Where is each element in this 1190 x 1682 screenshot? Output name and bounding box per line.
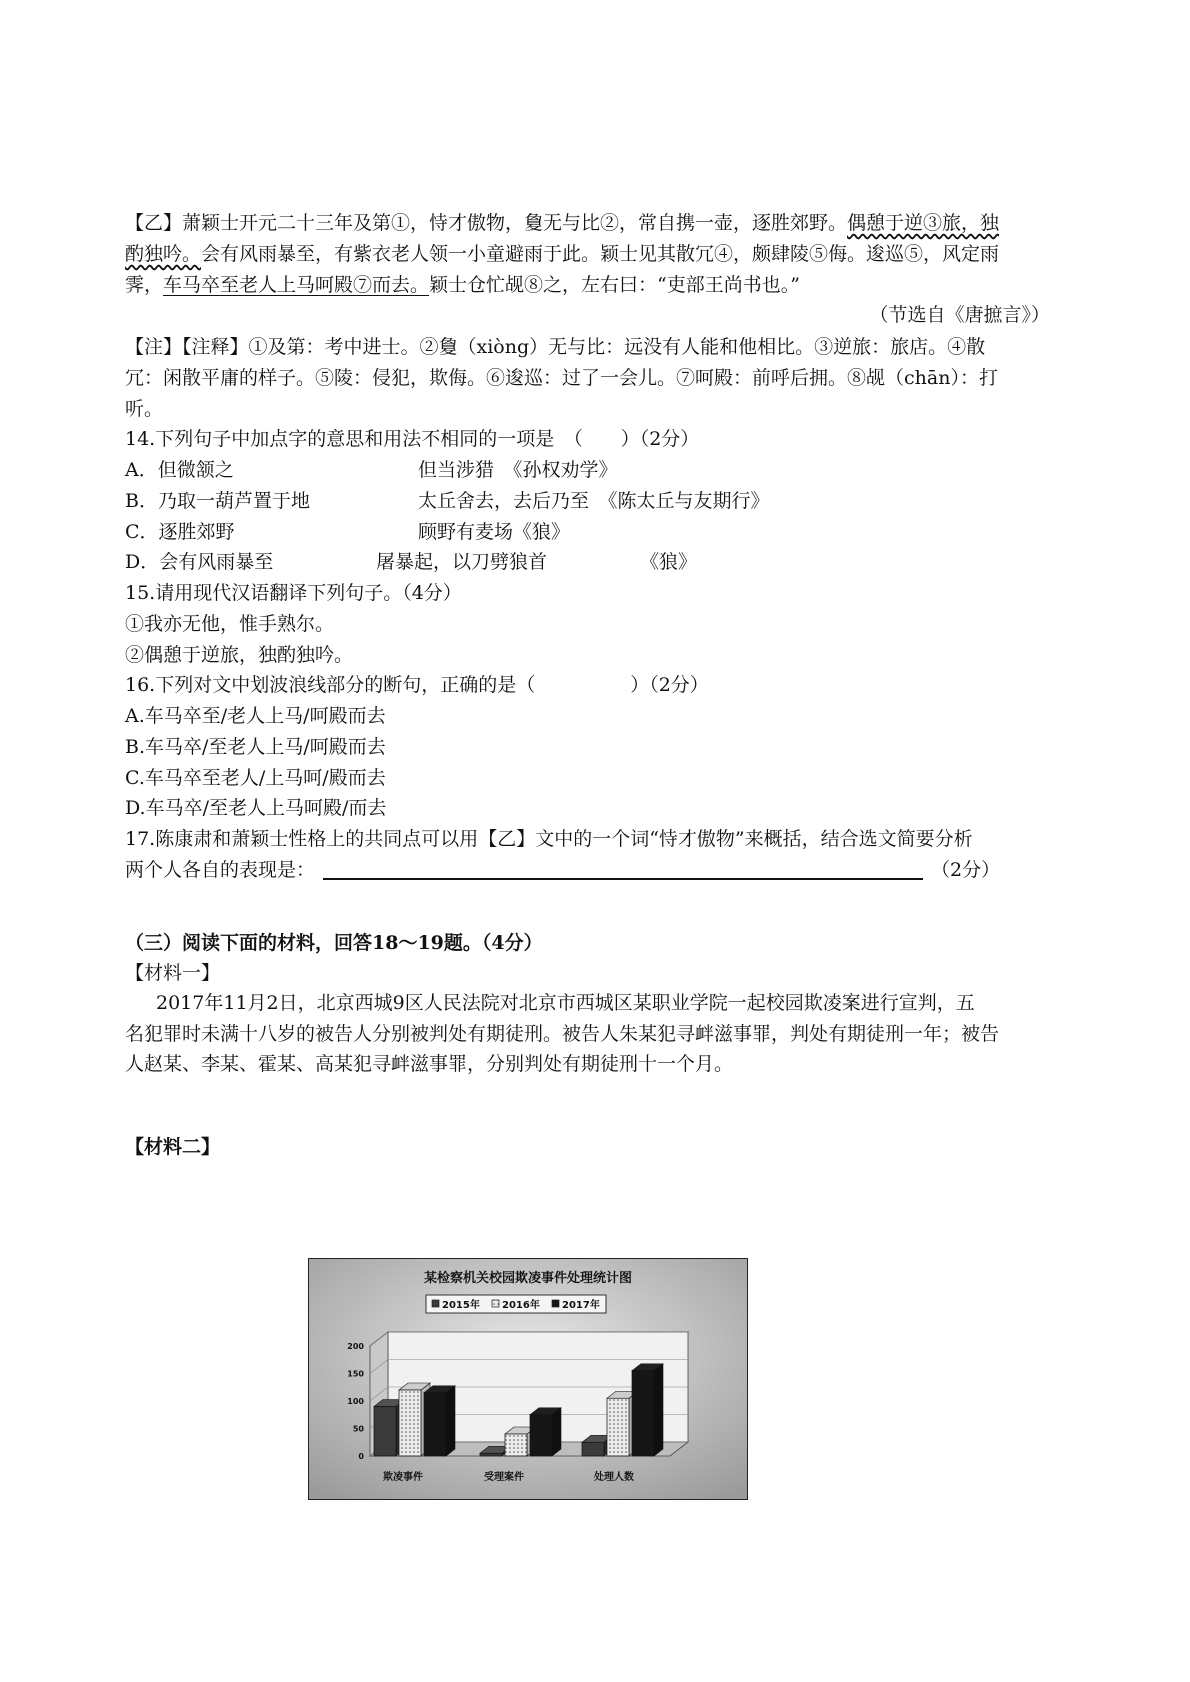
bar (374, 1407, 396, 1457)
chart-x-labels (383, 1470, 634, 1483)
legend-swatch (432, 1300, 439, 1307)
chart-y-tick-label: 150 (347, 1369, 364, 1379)
material-1-line-3: 人赵某、李某、霍某、高某犯寻衅滋事罪，分别判处有期徒刑十一个月。 (125, 1053, 734, 1075)
q14-option-a: A．但微颔之 (125, 459, 234, 481)
q16-option-b: B.车马卒/至老人上马/呵殿而去 (125, 736, 386, 758)
chart-y-tick-label: 100 (347, 1397, 364, 1406)
bar (505, 1434, 527, 1456)
passage-text: 【乙】萧颖士开元二十三年及第①，恃才傲物，敻无与比②，常自携一壶，逐胜郊野。 (125, 212, 848, 234)
q15-item-2: ②偶憩于逆旅，独酌独吟。 (125, 644, 354, 666)
bar-side (654, 1364, 663, 1456)
q14-option-b: B．乃取一葫芦置于地 (125, 490, 310, 512)
legend-label: 2015年 (442, 1300, 480, 1311)
material-1-line-2: 名犯罪时未满十八岁的被告人分别被判处有期徒刑。被告人朱某犯寻衅滋事罪，判处有期徒刑一年；被告 (125, 1023, 1000, 1045)
q16-option-d: D.车马卒/至老人上马呵殿/而去 (125, 797, 387, 819)
bar (480, 1453, 502, 1456)
notes-line-2: 冗：闲散平庸的样子。⑤陵：侵犯，欺侮。⑥逡巡：过了一会儿。⑦呵殿：前呼后拥。⑧觇（chān）：打 (125, 367, 998, 389)
q17-score: （2分） (931, 859, 1001, 881)
bar-side (552, 1408, 561, 1456)
q14-option-a-compare: 但当涉猎 《孙权劝学》 (418, 459, 618, 481)
legend-label: 2016年 (502, 1300, 540, 1311)
q14-option-b-compare: 太丘舍去，去后乃至 《陈太丘与友期行》 (418, 490, 770, 512)
bar (424, 1393, 446, 1456)
chart-legend (432, 1298, 600, 1311)
chart-y-tick-label: 200 (347, 1342, 364, 1351)
q17-prefix: 两个人各自的表现是： (125, 859, 316, 881)
q16-option-a: A.车马卒至/老人上马/呵殿而去 (125, 705, 386, 727)
chart-y-tick-label: 50 (352, 1424, 364, 1434)
bar (632, 1371, 654, 1456)
q16-option-c: C.车马卒至老人/上马呵/殿而去 (125, 767, 386, 789)
passage-text: 霁， (125, 274, 164, 296)
q14-option-d-source: 《狼》 (640, 551, 698, 573)
underlined-text: 车马卒至老人上马呵殿⑦而去。 (163, 274, 430, 296)
chart-x-label: 欺凌事件 (383, 1472, 423, 1483)
section-3-heading: （三）阅读下面的材料，回答18～19题。（4分） (125, 932, 543, 954)
chart-x-label: 处理人数 (594, 1472, 634, 1483)
question-17-stem: 17.陈康肃和萧颖士性格上的共同点可以用【乙】文中的一个词“恃才傲物”来概括，结合选文简要分析 (125, 828, 973, 850)
question-14-stem: 14.下列句子中加点字的意思和用法不相同的一项是 （ ）（2分） (125, 428, 700, 450)
passage-text: 颖士仓忙觇⑧之，左右曰：“吏部王尚书也。” (429, 274, 800, 296)
legend-swatch (552, 1300, 559, 1307)
chart-y-tick-label: 0 (358, 1452, 364, 1461)
bar (582, 1442, 604, 1456)
passage-line-1 (125, 208, 1075, 239)
q14-option-c: C．逐胜郊野 (125, 521, 235, 543)
q14-option-d-compare: 屠暴起，以刀劈狼首 (376, 551, 548, 573)
bar (399, 1390, 421, 1456)
material-2-label: 【材料二】 (125, 1136, 221, 1158)
chart-x-label: 受理案件 (484, 1472, 524, 1483)
chart-svg (308, 1258, 748, 1500)
notes-line-3: 听。 (125, 398, 164, 420)
material-1-label: 【材料一】 (125, 962, 221, 984)
notes-line-1: 【注】【注释】①及第：考中进士。②敻（xiòng）无与比：远没有人能和他相比。③逆旅：旅店。④散 (125, 336, 986, 358)
question-16-stem: 16.下列对文中划波浪线部分的断句，正确的是（ ）（2分） (125, 674, 709, 696)
passage-source: （节选自《唐摭言》） (869, 304, 1050, 326)
wavy-underlined-text: 酌独吟。 (125, 243, 202, 265)
legend-label: 2017年 (562, 1300, 600, 1311)
passage-text: 会有风雨暴至，有紫衣老人领一小童避雨于此。颖士见其散冗④，颇肆陵⑤侮。逡巡⑤，风定雨 (201, 243, 1000, 265)
bar (530, 1415, 552, 1456)
q14-option-c-compare: 顾野有麦场《狼》 (418, 521, 571, 543)
bar-side (446, 1386, 455, 1456)
chart-title: 某检察机关校园欺凌事件处理统计图 (423, 1271, 633, 1286)
wavy-underlined-text: 偶憩于逆③旅，独 (847, 212, 1000, 234)
question-15-stem: 15.请用现代汉语翻译下列句子。（4分） (125, 582, 462, 604)
q15-item-1: ①我亦无他，惟手熟尔。 (125, 613, 335, 635)
passage-line-3 (125, 270, 1075, 301)
q14-option-d: D．会有风雨暴至 (125, 551, 274, 573)
question-17-answer-row (125, 855, 1075, 886)
material-1-line-1: 2017年11月2日，北京西城9区人民法院对北京市西城区某职业学院一起校园欺凌案进行宣判，五 (156, 992, 975, 1014)
bar (607, 1398, 629, 1456)
passage-line-2 (125, 239, 1075, 270)
answer-blank-line[interactable] (323, 878, 923, 880)
legend-swatch (492, 1300, 499, 1307)
statistics-chart (308, 1258, 748, 1500)
